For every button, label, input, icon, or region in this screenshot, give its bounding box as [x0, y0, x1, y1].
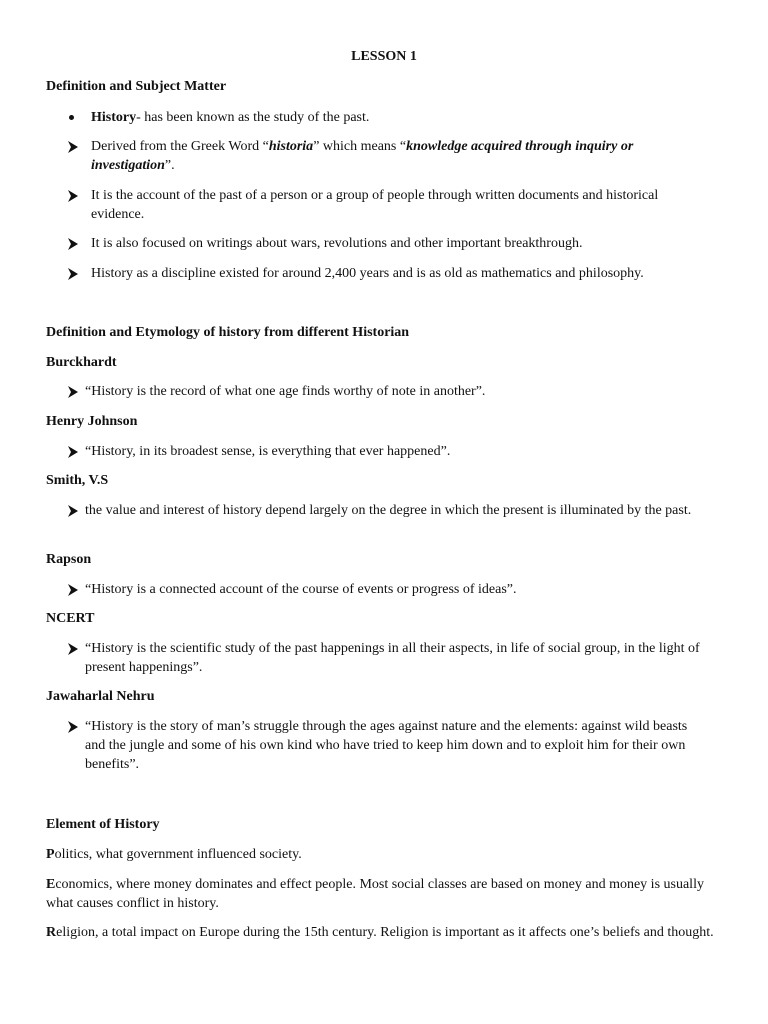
list-item [68, 186, 708, 224]
section-heading-elements: Element of History [46, 817, 160, 832]
arrow-bullet-icon [68, 189, 78, 208]
section-heading-etymology: Definition and Etymology of history from different Historian [46, 325, 410, 340]
list-item-text: History as a discipline existed for around 2,400 years and is as old as mathematics and philosophy. [91, 266, 644, 281]
historian-name: Burckhardt [46, 355, 117, 370]
list-item-text: It is the account of the past of a person or a group of people through written documents and historical evidence. [91, 188, 659, 222]
term-historia: historia [268, 139, 314, 154]
arrow-bullet-icon [68, 237, 78, 256]
arrow-bullet-icon [68, 140, 78, 159]
list-item-text: It is also focused on writings about wars, revolutions and other important breakthrough. [91, 236, 583, 251]
bullet-icon [69, 115, 74, 120]
element-paragraph [46, 845, 722, 864]
arrow-bullet-icon [68, 720, 78, 739]
list-item [68, 580, 708, 599]
historian-quote: “History is the record of what one age finds worthy of note in another”. [85, 384, 486, 399]
historian-quote: the value and interest of history depend largely on the degree in which the present is illuminated by the past. [85, 503, 692, 518]
arrow-bullet-icon [68, 445, 78, 464]
arrow-bullet-icon [68, 583, 78, 602]
arrow-bullet-icon [68, 642, 78, 661]
element-initial: P [46, 847, 55, 862]
element-initial: E [46, 877, 56, 892]
historian-name: Henry Johnson [46, 414, 138, 429]
historian-name: Rapson [46, 552, 92, 567]
list-item [68, 264, 708, 283]
list-item [68, 234, 708, 253]
arrow-bullet-icon [68, 267, 78, 286]
lesson-title: LESSON 1 [351, 49, 417, 64]
element-text: conomics, where money dominates and effect people. Most social classes are based on money and money is usually what causes conflict in history. [46, 877, 704, 911]
list-item-text: Derived from the Greek Word “ [91, 139, 269, 154]
historian-name: NCERT [46, 611, 95, 626]
list-item [68, 639, 708, 677]
term-meaning: knowledge acquired through inquiry or investigation [91, 139, 634, 173]
list-item-text: - has been known as the study of the past. [136, 110, 370, 125]
element-paragraph [46, 923, 722, 942]
historian-quote: “History is a connected account of the course of events or progress of ideas”. [85, 582, 517, 597]
historian-quote: “History is the story of man’s struggle through the ages against nature and the elements: against wild beasts and the jungle and some of his own kind who have tried to keep him down and to exploit him for their own benefits”. [85, 719, 688, 772]
element-text: olitics, what government influenced society. [54, 847, 302, 862]
historian-quote: “History, in its broadest sense, is everything that ever happened”. [85, 444, 451, 459]
element-initial: R [46, 925, 57, 940]
list-item [68, 501, 708, 520]
historian-name: Smith, V.S [46, 473, 109, 488]
term-history: History [91, 110, 137, 125]
list-item-text: ” which means “ [313, 139, 407, 154]
historian-name: Jawaharlal Nehru [46, 689, 155, 704]
list-item [68, 717, 708, 774]
list-item [68, 382, 708, 401]
arrow-bullet-icon [68, 385, 78, 404]
historian-quote: “History is the scientific study of the past happenings in all their aspects, in life of social group, in the light of present happenings”. [85, 641, 700, 675]
arrow-bullet-icon [68, 504, 78, 523]
element-text: eligion, a total impact on Europe during the 15th century. Religion is important as it affects one’s beliefs and thought. [56, 925, 714, 940]
element-paragraph [46, 875, 722, 913]
list-item [68, 442, 708, 461]
list-item [68, 108, 708, 127]
list-item-text: ”. [164, 158, 175, 173]
list-item [68, 137, 708, 175]
section-heading-definition: Definition and Subject Matter [46, 79, 227, 94]
